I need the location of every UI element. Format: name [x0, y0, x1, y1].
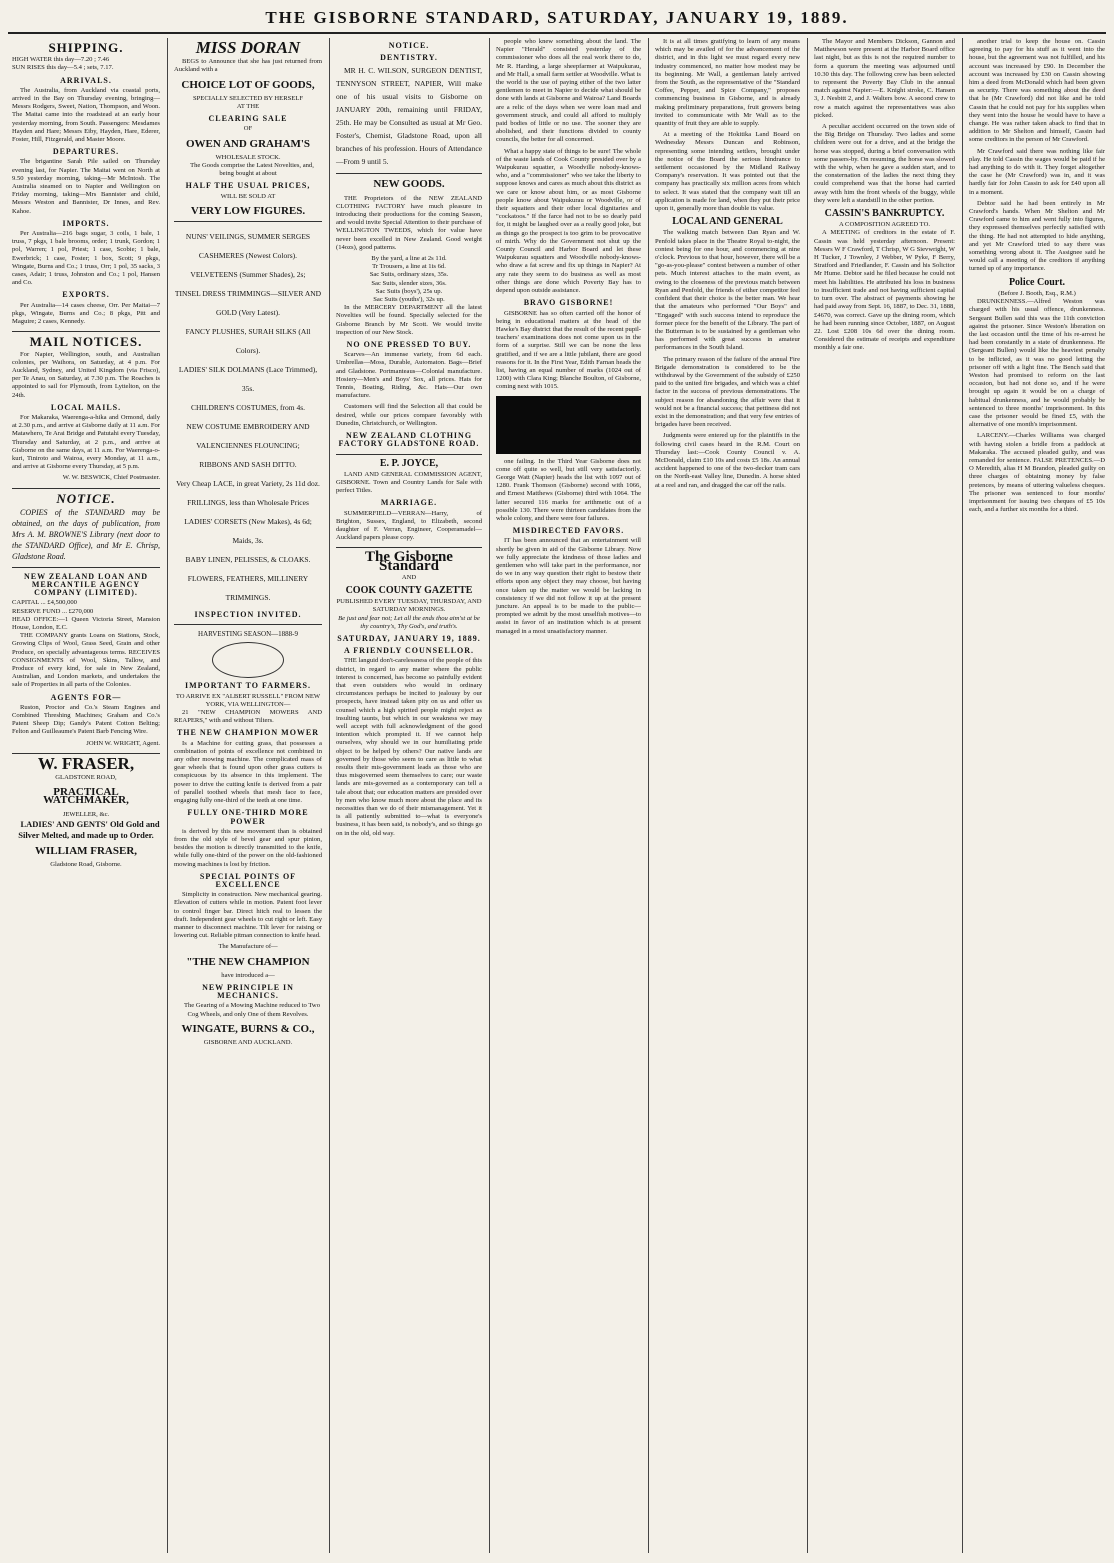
shipping-heading: SHIPPING.	[48, 40, 124, 55]
local-general-text: The walking match between Dan Ryan and W. Penfold takes place in the Theatre Royal to-night, the contest being for one hour, and commencing at nine o'clock. Previous to that hour, however, there will be a "go-as-you-please" contest between a number of other pets. Much interest attaches to the main event, as owing to the closeness of the previous match between Ryan and Penfold, the friends of either competitor feel confident that their choice is the better man. We hear that the amateurs who performed "Our Boys" and "Engaged" with such success intend to reproduce the former piece for the benefit of the Library. The part of the Butterman is to be sustained by a gentleman who has performed with great success in amateur performances in the South Island.	[655, 229, 800, 352]
masthead-rule	[8, 32, 1106, 34]
farmers-heading: IMPORTANT TO FARMERS.	[185, 681, 311, 691]
local-mails-text: For Makaraka, Waerenga-a-hika and Ormond, daily at 2.30 p.m., and arrive at Gisborne daily at 11 a.m. For Matawhero, Te Arai Bridge and Patutahi every Tuesday, Thursday and Saturday, at 2 p.m., and arrive at Gisborne on the same days, at 11 a.m. For Waerenga-o-kuri, Tiniroto and Wairoa, every Monday, at 11 a.m., and arrive at Gisborne every Thursday, at 5 p.m.	[12, 413, 160, 471]
misdirected-heading: MISDIRECTED FAVORS.	[512, 526, 625, 536]
dentistry-text: MR H. C. WILSON, SURGEON DENTIST, TENNYSON STREET, NAPIER, Will make one of his usual visits to Gisborne on JANUARY 20th, remaining until FRIDAY, 25th. He may be Consulted as usual at Mr Geo. Foster's, Chemist, Gladstone Road, upon all branches of his profession. Hours of Attendance—From 9 until 5.	[336, 66, 482, 167]
goods-item: LADIES' CORSETS (New Makes), 4s 6d; Maids, 3s.	[184, 517, 312, 546]
capital-line: CAPITAL ... £4,500,000	[12, 599, 77, 607]
joyce-name: E. P. JOYCE,	[379, 457, 439, 469]
debtor-text: Debtor said he had been entirely in Mr Crawford's hands. When Mr Shelton and Mr Crawford came to him and went fully into figures, they expressed themselves perfectly satisfied with the thing. He had not attempted to hide anything, and yet Mr Crawford tried to say there was something wrong about it. The Assignee said he would call a meeting of the creditors if anything turned up of any importance.	[969, 199, 1105, 273]
fraser-name: W. FRASER,	[37, 753, 135, 773]
mail-notices-heading: MAIL NOTICES.	[29, 334, 143, 350]
special-heading: SPECIAL POINTS OF EXCELLENCE	[199, 871, 297, 889]
goods-list	[174, 227, 322, 607]
misdirected-text: IT has been announced that an entertainment will shortly be given in aid of the Gisborne Library. Now we fully appreciate the kindness of those ladies and gentlemen who will take part in the performance, nor do we in any way question their right to bestow their efforts upon any object they may choose, but having once taken up the matter we would be lacking in consistency if we did not follow it up at the present juncture. An appeal is to be made to the public—prompted we admit by the most unselfish motives—to assist in favor of an institution which is at present managed in a most unsatisfactory manner.	[496, 537, 641, 635]
fraser-signature: WILLIAM FRASER,	[34, 844, 138, 857]
agents-heading: AGENTS FOR—	[50, 692, 122, 702]
head-office-line: HEAD OFFICE:—1 Queen Victoria Street, Mansion House, London, E.C.	[12, 615, 160, 631]
happy-state-text: What a happy state of things to be sure! The whole of the waste lands of Cook County presided over by a Waipukurau squatter, a Woodville nobody-knows-who, and a "commissioner" who we take the liberty to suppose knows and cares as much about this district as we care or know about him, or as most Gisborne people know about Waipukurau or Woodville, or of their squatters and their other local dignitaries and "cockatoos." If the farce had not to be so dearly paid for, it might be laughed over as a really good joke, but as things go the prospect is too grim to be provocative of mirth. Why do the Government not shut up the County Council and Harbor Board and let these Waipukurau squatters and Woodville nobody-knows-who draw a fat screw and fix up things in Napier? At any rate they seem to do business as well as most other things are done which Poverty Bay has to depend upon outside assistance.	[496, 147, 641, 295]
industry-text: It is at all times gratifying to learn of any means which may be availed of for the advancement of the district, and in this light we must regard every new industry commenced, no matter how modest may be its beginning. Mr Wall, a gentleman lately arrived from the South, as the representative of the "Standard Coffee, Pepper, and Spice Company," proposes commencing business in Gisborne, and is already making preliminary preparations, fruit growers being invited to communicate with Mr Wall as to the quantity of fruit they are able to supply.	[655, 38, 800, 128]
imports-text: Per Australia—216 bags sugar, 3 coils, 1 bale, 1 truss, 7 pkgs, 1 bale brooms, order; 1 trunk, Gordon; 1 pol, Warren; 1 pol, Priest; 1 case, Scobie; 1 bale, Ewerbrick; 1 case, Foster; 1 box, Scott; 9 pkgs, Wingate, Burns and Co.; 1 truss, Orr; 1 pol, 35 sacks, 3 cases, Adair; 1 truss, Johnston and Co.; 1 pol, Hansen and Co.	[12, 230, 160, 287]
notice-heading: NOTICE.	[56, 490, 116, 506]
imports-heading: IMPORTS.	[62, 218, 110, 228]
fraser-signature-2: Gladstone Road, Gisborne.	[50, 861, 122, 869]
friendly-counsellor-text: THE languid don't-carelessness of the people of this district, in regard to any matter where the public interest is concerned, has become so painfully evident that even outsiders who would in ordinary circumstances perhaps be incited to jealousy by our prospects, have instead taken pity on us and offer us counsel which a high spirited people might reject as insulting taunts, but which in our weakness we may well accept with full acknowledgment of the good intention which prompted it. If we cannot help ourselves, why should we in our humiliating pride object to be helped by others? Our native lands are governed by those who seem to care as little to what results their mis-government leads as those who are thus misgoverned seem themselves to care; our waste lands are mis-governed as a contemporary can tell a tale about that; our education matters are presided over by men who know much more about the place and its necessities than we do of their mismanagement. Yet it is all patiently submitted to—what is everyone's business, it has been said, is nobody's, and so things go on in the old, old way.	[336, 657, 482, 837]
accident-text: A peculiar accident occurred on the town side of the Big Bridge on Thursday. Two ladies and some children were out for a drive, and at the bridge the horse was stopped, during a brief conversation with some passers-by. On resuming, the horse was slowed with the whip, when he gave a sudden start, and to the consternation of the ladies the next thing they could comprehend was that the horse had carried away with him the front wheels of the buggy, while they were left a standstill in the other portion.	[814, 123, 955, 204]
redacted-block	[496, 396, 641, 454]
third-year-text: one failing. In the Third Year Gisborne does not come off quite so well, but still very satisfactorily. George Watt (Napier) heads the list with 1097 out of 1280. Frank Thomson (Gisborne) second with 1066, and Ernest Matthews (Gisborne) third with 1064. The latter secured 116 marks for arithmetic out of a possible 130. There were thirteen candidates from the whole colony, and there were four failures.	[496, 457, 641, 522]
novelties-text: The Goods comprise the Latest Novelties, and, being bought at about	[190, 162, 314, 178]
agent-signature: JOHN W. WRIGHT, Agent.	[86, 739, 160, 747]
goods-item: FRILLINGS, less than Wholesale Prices	[187, 498, 309, 508]
local-mails-heading: LOCAL MAILS.	[50, 402, 122, 412]
champion-text: Is a Machine for cutting grass, that possesses a combination of points of excellence not combined in any other mowing machine. The complicated mass of gear wheels that is found upon other grass cutters is conspicuous by its absence in this implement. The power to drive the cutting knife is derived from a pair of parallel toothed wheels that mesh face to face, engaging fully one-third of the teeth at one time.	[174, 739, 322, 805]
local-general-heading: LOCAL AND GENERAL	[672, 216, 783, 228]
column-2	[168, 38, 328, 1553]
doran-text: BEGS to Announce that she has just returned from Auckland with a	[174, 58, 322, 74]
published-line: PUBLISHED EVERY TUESDAY, THURSDAY, AND SATURDAY MORNINGS.	[336, 598, 482, 614]
police-court-subheading: (Before J. Booth, Esq., R.M.)	[998, 289, 1076, 297]
friendly-counsellor-heading: A FRIENDLY COUNSELLOR.	[343, 646, 475, 656]
cassin-heading: CASSIN'S BANKRUPTCY.	[824, 208, 945, 220]
price-item: Tr Trousers, a line at 1is 6d.	[372, 263, 446, 271]
issue-date: SATURDAY, JANUARY 19, 1889.	[337, 633, 481, 643]
fraser-trade-2: JEWELLER, &c.	[62, 810, 110, 818]
goods-item: NUNS' VEILINGS, SUMMER SERGES	[185, 232, 311, 242]
price-item: Sac Suits (youths'), 32s up.	[373, 296, 445, 304]
goods-item: FLOWERS, FEATHERS, MILLINERY TRIMMINGS.	[187, 574, 309, 603]
police-court-heading: Police Court.	[1008, 276, 1066, 288]
goods-item: CASHMERES (Newest Colors).	[198, 251, 298, 261]
manufacturers-line: The Manufacture of—	[218, 943, 278, 951]
price-list	[336, 255, 482, 304]
champion-heading: THE NEW CHAMPION MOWER	[176, 728, 320, 738]
goods-item: BABY LINEN, PELISSES, & CLOAKS.	[185, 555, 311, 565]
sold-line: WILL BE SOLD AT	[220, 192, 276, 200]
goods-item: TINSEL DRESS TRIMMINGS—SILVER AND GOLD (Very Latest).	[174, 289, 322, 318]
no-one-pressed: NO ONE PRESSED TO BUY.	[346, 340, 472, 350]
goods-item: Very Cheap LACE, in great Variety, 2s 11d doz.	[176, 479, 320, 489]
larceny-text: LARCENY.—Charles Williams was charged with having stolen a bridle from a paddock at Makaraka. The accused pleaded guilty, and was remanded for sentence. FALSE PRETENCES.—D O Meredith, alias H M Brandon, pleaded guilty on three charges of obtaining money by false pretences, by means of uttering valueless cheques. The prisoner was sentenced to four months' imprisonment for issuing two cheques of £5 10s each, and a further six months for a third.	[969, 432, 1105, 514]
nz-loan-text: THE COMPANY grants Loans on Stations, Stock, Growing Clips of Wool, Grass Seed, Grain and other Produce, on specially advantageous terms. RECEIVES CONSIGNMENTS of Wool, Skins, Tallow, and Produce of every kind, for sale in New Zealand, Australian, and London markets, and undertakes the sale of Properties in all parts of the Colonies.	[12, 632, 160, 689]
column-6	[808, 38, 961, 1553]
fully-heading: FULLY ONE-THIRD MORE POWER	[187, 808, 309, 826]
choice-line: CHOICE LOT OF GOODS,	[181, 78, 315, 91]
owen-line: OWEN AND GRAHAM'S	[185, 137, 311, 150]
price-item: Sac Suits (boys'), 25s up.	[375, 287, 443, 295]
wholesale-line: WHOLESALE STOCK.	[215, 153, 281, 161]
price-item: Sac Suits, ordinary sizes, 35s.	[369, 271, 449, 279]
points-text: Simplicity in construction. New mechanical gearing. Elevation of cutters while in motion. Patent foot lever to control finger bar. Direct hitch real to lessen the draft. Independent gear wheels to cut right or left. Easy manner to disconnect machine. Tilt lever for raising or lowering cut. Reliable pitman connection to knife head.	[174, 891, 322, 940]
agents-text: Ruston, Proctor and Co.'s Steam Engines and Combined Threshing Machines; Graham and Co.'s Patent Sheep Dip; Gandy's Patent Cotton Belting; Felton and Guilleaume's Patent Barb Fencing Wire.	[12, 703, 160, 736]
goods-item: LADIES' SILK DOLMANS (Lace Trimmed), 35s.	[178, 365, 318, 394]
mercery-text: In the MERCERY DEPARTMENT all the latest Novelties will be found. Specially selected for the Gisborne Branch by Mr Scott. We would invite inspection of our New Stock.	[336, 304, 482, 336]
scarves-text: Scarves—An immense variety, from 6d each. Umbrellas—Moss, Durable, Automaton. Bags—Brief and Gladstone. Portmanteaus—Colonial manufacture. Hosiery—Men's and Boys' Sox, all prices. Hats for Tennis, Boating, Riding, &c. Hats—Our own manufacture.	[336, 351, 482, 400]
column-5	[649, 38, 806, 1553]
gearing-text: The Gearing of a Mowing Machine reduced to Two Cog Wheels, and only One of them Revolves.	[183, 1002, 320, 1018]
marriage-text: SUMMERFIELD—VERRAN—Harry, of Brighton, Sussex, England, to Elizabeth, second daughter of F. Verran, Engineer, Cooperamadel—Auckland papers please copy.	[336, 509, 482, 542]
column-3	[330, 38, 488, 1553]
sun-line: SUN RISES this day—5.4 ; sets, 7.17.	[12, 64, 114, 72]
departures-text: The brigantine Sarah Pile sailed on Thursday evening last, for Napier. The Maitai went on North at 9.50 yesterday morning, taking—Mr McIntosh. The Australia steamed on to Napier and Wellington on Friday morning, taking—Mrs Bannister and child, Messrs Weston and Bannister, Dr Innes, and Rev. Kahoe.	[12, 158, 160, 215]
arrivals-text: The Australia, from Auckland via coastal ports, arrived in the Bay on Thursday evening, bringing—Messrs Rodgers, Sweet, Nation, Thompson, and Woon. The Maitai came into the roadstead at an early hour yesterday morning, from South. Passengers: Mesdames Hayden and Hare; Messrs Eiby, Hayden, Hare, Ederer, Foster, Hill, Fitzgerald, and Master Moore.	[12, 86, 160, 144]
masthead: THE GISBORNE STANDARD, SATURDAY, JANUARY 19, 1889.	[265, 8, 849, 27]
low-line: VERY LOW FIGURES.	[190, 204, 306, 217]
joyce-text: LAND AND GENERAL COMMISSION AGENT, GISBORNE. Town and Country Lands for Sale with perfect Titles.	[336, 470, 482, 495]
land-board-text: people who knew something about the land. The Napier "Herald" consisted yesterday of the commissioner who does all the real work there to do, Mr R. Harding, a large sheepfarmer at Waipukurau, and Mr Hall, a small farm settler at Woodville. What is the world is the use of paying either of the two latter gentlemen to meet in Napier to decide what should be done with lands at Gisborne and Wairoa? Land Boards are a relic of the days when we were loan mad and government struck, and could all afford to multiply paid bodies of little or no use. The sooner they are abolished, and their functions divided to county councils, the better for all concerned.	[496, 38, 641, 144]
arrive-line: TO ARRIVE EX "ALBERT RUSSELL" FROM NEW YORK, VIA WELLINGTON—	[175, 692, 321, 708]
exports-heading: EXPORTS.	[62, 290, 110, 300]
selected-line: SPECIALLY SELECTED BY HERSELF	[192, 94, 304, 102]
marriage-heading: MARRIAGE.	[380, 498, 438, 508]
judgments-text: Judgments were entered up for the plaintiffs in the following civil cases heard in the R.M. Court on Thursday last:—Cook County Council v. A. McDonald, claim £10 10s and costs £5 18s. An annual accident happened to one of the two-decker tram cars on the North-east Valley line, Dunedin. A horse shied at a reel and ran, and dragged the car off the rails.	[655, 432, 800, 489]
cassin-subheading: A COMPOSITION AGREED TO.	[839, 221, 930, 229]
police-court-text: DRUNKENNESS.—Alfred Weston was charged with his usual offence, drunkenness. Sergeant Bullen said this was the 11th conviction against the prisoner. Since Weston's liberation on the last occasion until the time of his re-arrest he had been constantly in a state of drunkenness. He (Sergeant Bullen) would like the heaviest penalty to be inflicted, as it was no good letting the prisoner off with a light fine. The Bench said that Weston had promised to reform on the last occasion, but had not done so, and if he were brought up again it would be on a charge of habitual drunkenness, and he would probably be sentenced to three months' imprisonment. In this case the prisoner would be fined £5, with the alternative of one month's imprisonment.	[969, 298, 1105, 429]
column-1	[6, 38, 166, 1553]
exports-text: Per Australia—14 cases cheese, Orr. Per Maitai—7 pkgs, Wingate, Burns and Co.; 8 pkgs, Pitt and Maguire; 2 cases, Kennedy.	[12, 301, 160, 326]
hokitika-text: At a meeting of the Hokitika Land Board on Wednesday Messrs Duncan and Robinson, representing some intending settlers, brought under the notice of the Board the serious hindrance to settlement occasioned by the Midland Railway Company's reservation. It was pointed out that the company has practically six million acres from which to select. It was stated that the company wait till an application is made for land, when they put their price upon it, generally more than double its value.	[655, 131, 800, 213]
goods-item: NEW COSTUME EMBROIDERY AND VALENCIENNES FLOUNCING;	[186, 422, 310, 451]
mail-notices-text: For Napier, Wellington, south, and Australian colonies, per Waihora, on Saturday, at 4 p.m. For Auckland, Sydney, and United Kingdom (via Frisco), per Te Anau, on Saturday, at 7.30 p.m. The Roaches is appointed to sail for Plymouth, from Lyttelton, on the 24th.	[12, 350, 160, 399]
new-goods-heading: NEW GOODS.	[373, 178, 445, 191]
clearing-line: CLEARING SALE	[208, 114, 288, 124]
fully-text: is derived by this new movement than is obtained from the old style of bevel gear and spur pinion, besides the motion is directly transmitted to the knife, while fully one-third of the power on the old-fashioned mowing machines is lost by friction.	[174, 827, 322, 868]
bravo-text: GISBORNE has so often carried off the honor of being in educational matters at the head of the Hawke's Bay district that the result of the recent pupil-teachers' examinations does not come upon us in the form of a surprise. Still we can be none the less gratified, and if we are a little jubilant, there are good reasons for it. In the First Year, Edith Farnan heads the list, having an equal number of marks (1024 out of 1200) with Clara King; Blanche Boulton, of Gisborne, coming next with 1015.	[496, 309, 641, 391]
nz-loan-heading: NEW ZEALAND LOAN AND MERCANTILE AGENCY COMPANY (LIMITED).	[23, 571, 149, 598]
customers-text: Customers will find the Selection all that could be desired, while our prices compare favorably with Dunedin, Christchurch, or Wellington.	[336, 403, 482, 427]
half-line: HALF THE USUAL PRICES,	[185, 181, 311, 191]
fraser-trade: PRACTICAL WATCHMAKER,	[43, 786, 129, 807]
bravo-heading: BRAVO GISBORNE!	[523, 298, 614, 308]
at-the-line: AT THE	[236, 103, 260, 111]
fraser-text: LADIES' AND GENTS' Old Gold and Silver Melted, and made up to Order.	[18, 818, 160, 840]
price-item: Sac Suits, slender sizes, 36s.	[371, 279, 447, 287]
principle-line: NEW PRINCIPLE IN MECHANICS.	[202, 982, 294, 1001]
dentistry-heading: DENTISTRY.	[380, 53, 438, 63]
notice-heading-2: NOTICE.	[388, 41, 430, 50]
fraser-address: GLADSTONE ROAD,	[55, 774, 117, 782]
notice-text: COPIES of the STANDARD may be obtained, on the days of publication, from Mrs A. M. BROWNE'S Library (next door to the STANDARD Office), and Mr E. Chrisp, Gladstone Road.	[12, 507, 160, 561]
tides-line: HIGH WATER this day—7.20 ; 7.46	[12, 56, 110, 64]
motto: Be just and fear not; Let all the ends thou aim'st at be thy country's, Thy God's, and truth's.	[338, 614, 480, 630]
inspection-line: INSPECTION INVITED.	[194, 610, 302, 620]
goods-item: CHILDREN'S COSTUMES, from 4s.	[190, 403, 306, 413]
reserve-line: RESERVE FUND ... £270,000	[12, 607, 94, 615]
new-champion-line: "THE NEW CHAMPION	[186, 955, 310, 968]
goods-item: FANCY PLUSHES, SURAH SILKS (All Colors).	[185, 327, 311, 356]
champion-21: 21 "NEW CHAMPION MOWERS AND REAPERS," with and without Tilters.	[174, 709, 322, 725]
column-4	[490, 38, 647, 1553]
wingate-location: GISBORNE AND AUCKLAND.	[203, 1038, 293, 1046]
paper-and: AND	[401, 573, 417, 581]
cassin-text: A MEETING of creditors in the estate of F. Cassin was held yesterday afternoon. Present: Messrs W F Crawford, T Chrisp, W G Sievwright, W H Tucker, J Townley, J Webber, W Pyke, F Berry, Stratford and Friedlander, F. Cassin and his Solicitor Mr Hume. Debtor said he filed because he could not meet his liabilities. He attributed his loss in business to insufficient trade and not having sufficient capital to turn over. The abstract of payments showing he had paid away from Sept. 16, 1887, to Dec. 31, 1888, £4670, was correct. Gave up the dining room, which he had been running since October, 1887, on August 22. Lost £208 10s 6d over the dining room. Considered the estimate of receipts and expenditure monthly a fair one.	[814, 229, 956, 352]
goods-item: VELVETEENS (Summer Shades), 2s;	[190, 270, 306, 280]
introduced-line: have introduced a—	[221, 971, 275, 979]
nzcf-name: NEW ZEALAND CLOTHING FACTORY GLADSTONE ROAD.	[338, 431, 480, 449]
of-line: OF	[243, 125, 253, 133]
fair-play-text: Mr Crawford said there was nothing like fair play. He told Cassin the wages would be paid if he had anything to do with it. They forget altogether the case he (Mr Crawford) was in, and it was hardly fair for John Cassin to ask for £40 upon all in a moment.	[969, 147, 1105, 196]
harbor-board-text: The Mayor and Members Dickson, Gannon and Matthewson were present at the Harbor Board office last night, but as this is not the required number to form a quorum the meeting was adjourned until 10.30 this day. The following crew has been selected to represent the Poverty Bay Club in the annual match against Napier:—E. Knight stroke, C. Hansen 3, J. Nesbitt 2, and J. Walters bow. A second crew to row a match against the representatives was also picked.	[814, 38, 955, 119]
postmaster-signature: W. W. BESWICK, Chief Postmaster.	[62, 474, 160, 482]
new-goods-text: THE Proprietors of the NEW ZEALAND CLOTHING FACTORY have much pleasure in introducing their productions for the coming Season, and would invite Special Attention to their purchase of WELLINGTON TWEEDS, which for value have never been excelled in New Zealand. Good weight (14ozs), good patterns.	[336, 194, 482, 251]
departures-heading: DEPARTURES.	[52, 147, 120, 157]
wingate-name: WINGATE, BURNS & CO.,	[181, 1022, 315, 1035]
column-7	[963, 38, 1111, 1553]
mower-illustration	[212, 642, 284, 678]
harvest-label: HARVESTING SEASON—1888-9	[198, 630, 298, 639]
doran-name: MISS DORAN	[195, 38, 301, 57]
price-item: By the yard, a line at 2s 11d.	[371, 255, 447, 263]
paper-subtitle: COOK COUNTY GAZETTE	[345, 584, 473, 596]
fire-brigade-text: The primary reason of the failure of the annual Fire Brigade demonstration is considered to be the withdrawal by the Government of the subsidy of £250 paid to the united fire brigades, and which was a chief factor in the success of previous demonstrations. The subject reason for abandoning the affair were that it would not be a financial success; that pettiness did not exist in the demonstration; and that very few entries of brigades have been received.	[655, 355, 800, 429]
goods-item: RIBBONS AND SASH DITTO.	[199, 460, 297, 470]
arrivals-heading: ARRIVALS.	[60, 75, 112, 85]
trial-text: another trial to keep the house on. Cassin agreeing to pay for his stuff as it went into the house, but the agreement was not fulfilled, and his account was increased by £90. In December the account was increased by £30 on Cassin showing him a deed from McDonald which had been given as security. There was something about the deed that he (Mr Crawford) did not like and he told Cassin that he could not pay for his supplies when they went into the house he would have to have a change. He was rather taken aback to find that in addition to Mr Shelton and himself, Cassin had some creditors in the person of Mr Crawford.	[969, 38, 1105, 144]
paper-title: The Gisborne Standard	[365, 549, 453, 574]
